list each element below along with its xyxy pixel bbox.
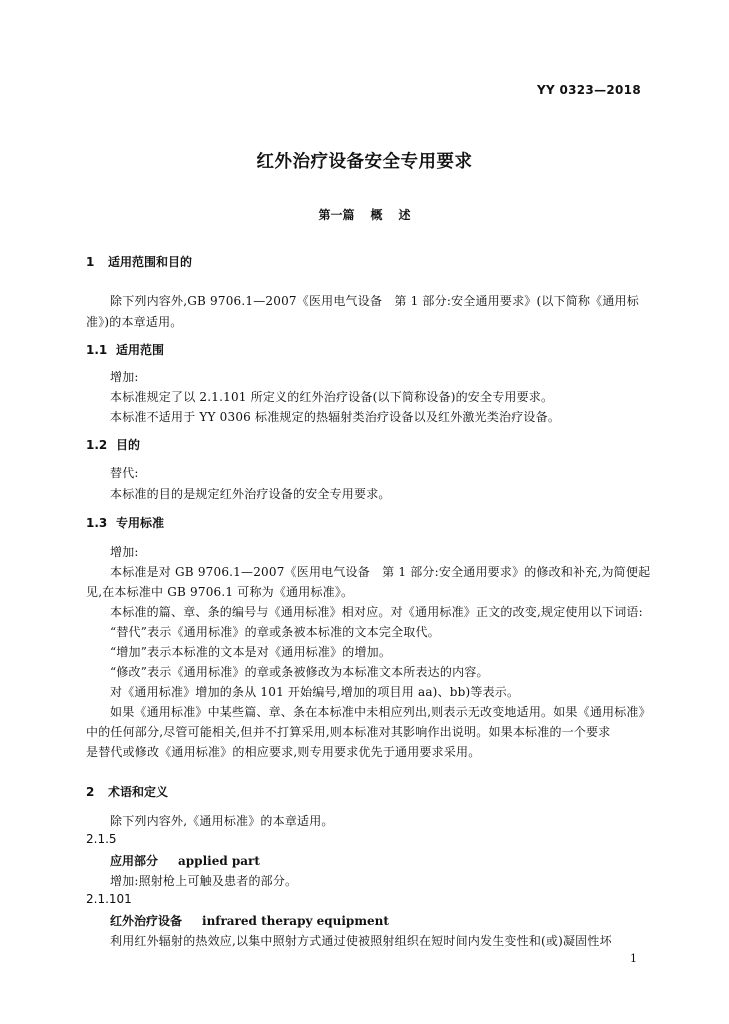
paragraph: 对《通用标准》增加的条从 101 开始编号,增加的项目用 aa)、bb)等表示。 xyxy=(110,685,520,699)
section-number: 1.2 xyxy=(86,438,108,452)
paragraph: 见,在本标准中 GB 9706.1 可称为《通用标准》。 xyxy=(86,585,354,599)
page-number: 1 xyxy=(630,952,637,965)
section-number: 1.3 xyxy=(86,516,108,530)
term-entry xyxy=(110,852,260,869)
paragraph: 准》)的本章适用。 xyxy=(86,315,183,329)
paragraph: 替代: xyxy=(110,466,139,480)
part-heading xyxy=(0,206,729,223)
section-number: 1.1 xyxy=(86,343,108,357)
paragraph: 中的任何部分,尽管可能相关,但并不打算采用,则本标准对其影响作出说明。如果本标准的一个要求 xyxy=(86,725,611,739)
term-en: infrared therapy equipment xyxy=(202,914,389,928)
paragraph: 增加:照射枪上可触及患者的部分。 xyxy=(110,874,298,888)
term-zh: 应用部分 xyxy=(110,854,159,868)
paragraph: 除下列内容外,GB 9706.1—2007《医用电气设备 第 1 部分:安全通用要求》(以下简称《通用标 xyxy=(110,294,639,308)
paragraph: 本标准的篇、章、条的编号与《通用标准》相对应。对《通用标准》正文的改变,规定使用以下词语: xyxy=(110,605,643,619)
section-title: 适用范围 xyxy=(116,343,165,357)
paragraph: 利用红外辐射的热效应,以集中照射方式通过使被照射组织在短时间内发生变性和(或)凝固性坏 xyxy=(110,934,612,948)
part-word-2: 述 xyxy=(398,208,411,222)
section-1-heading xyxy=(86,253,192,270)
section-1-2-heading xyxy=(86,436,140,453)
part-label: 第一篇 xyxy=(318,208,355,222)
paragraph: 如果《通用标准》中某些篇、章、条在本标准中未相应列出,则表示无改变地适用。如果《通用标准》 xyxy=(110,705,651,719)
section-title: 目的 xyxy=(116,438,141,452)
part-word-1: 概 xyxy=(370,208,383,222)
standard-number: YY 0323—2018 xyxy=(537,83,641,97)
paragraph: 本标准是对 GB 9706.1—2007《医用电气设备 第 1 部分:安全通用要求》的修改和补充,为简便起 xyxy=(110,565,651,579)
paragraph: “增加”表示本标准的文本是对《通用标准》的增加。 xyxy=(110,645,392,659)
paragraph: “替代”表示《通用标准》的章或条被本标准的文本完全取代。 xyxy=(110,625,440,639)
section-title: 专用标准 xyxy=(116,516,165,530)
paragraph: 增加: xyxy=(110,370,139,384)
paragraph: 增加: xyxy=(110,545,139,559)
term-zh: 红外治疗设备 xyxy=(110,914,183,928)
section-title: 适用范围和目的 xyxy=(108,255,193,269)
paragraph: 是替代或修改《通用标准》的相应要求,则专用要求优先于通用要求采用。 xyxy=(86,745,481,759)
term-en: applied part xyxy=(178,854,260,868)
section-2-heading xyxy=(86,783,168,800)
paragraph: 除下列内容外,《通用标准》的本章适用。 xyxy=(110,814,334,828)
section-title: 术语和定义 xyxy=(108,785,169,799)
document-title: 红外治疗设备安全专用要求 xyxy=(256,152,473,172)
section-number: 2 xyxy=(86,785,95,799)
paragraph: “修改”表示《通用标准》的章或条被修改为本标准文本所表达的内容。 xyxy=(110,665,489,679)
section-1-3-heading xyxy=(86,514,164,531)
term-entry xyxy=(110,912,389,929)
clause-number: 2.1.5 xyxy=(86,832,117,846)
clause-number: 2.1.101 xyxy=(86,892,132,906)
section-1-1-heading xyxy=(86,341,164,358)
section-number: 1 xyxy=(86,255,95,269)
paragraph: 本标准不适用于 YY 0306 标准规定的热辐射类治疗设备以及红外激光类治疗设备。 xyxy=(110,410,561,424)
paragraph: 本标准的目的是规定红外治疗设备的安全专用要求。 xyxy=(110,487,391,501)
paragraph: 本标准规定了以 2.1.101 所定义的红外治疗设备(以下简称设备)的安全专用要求。 xyxy=(110,390,554,404)
